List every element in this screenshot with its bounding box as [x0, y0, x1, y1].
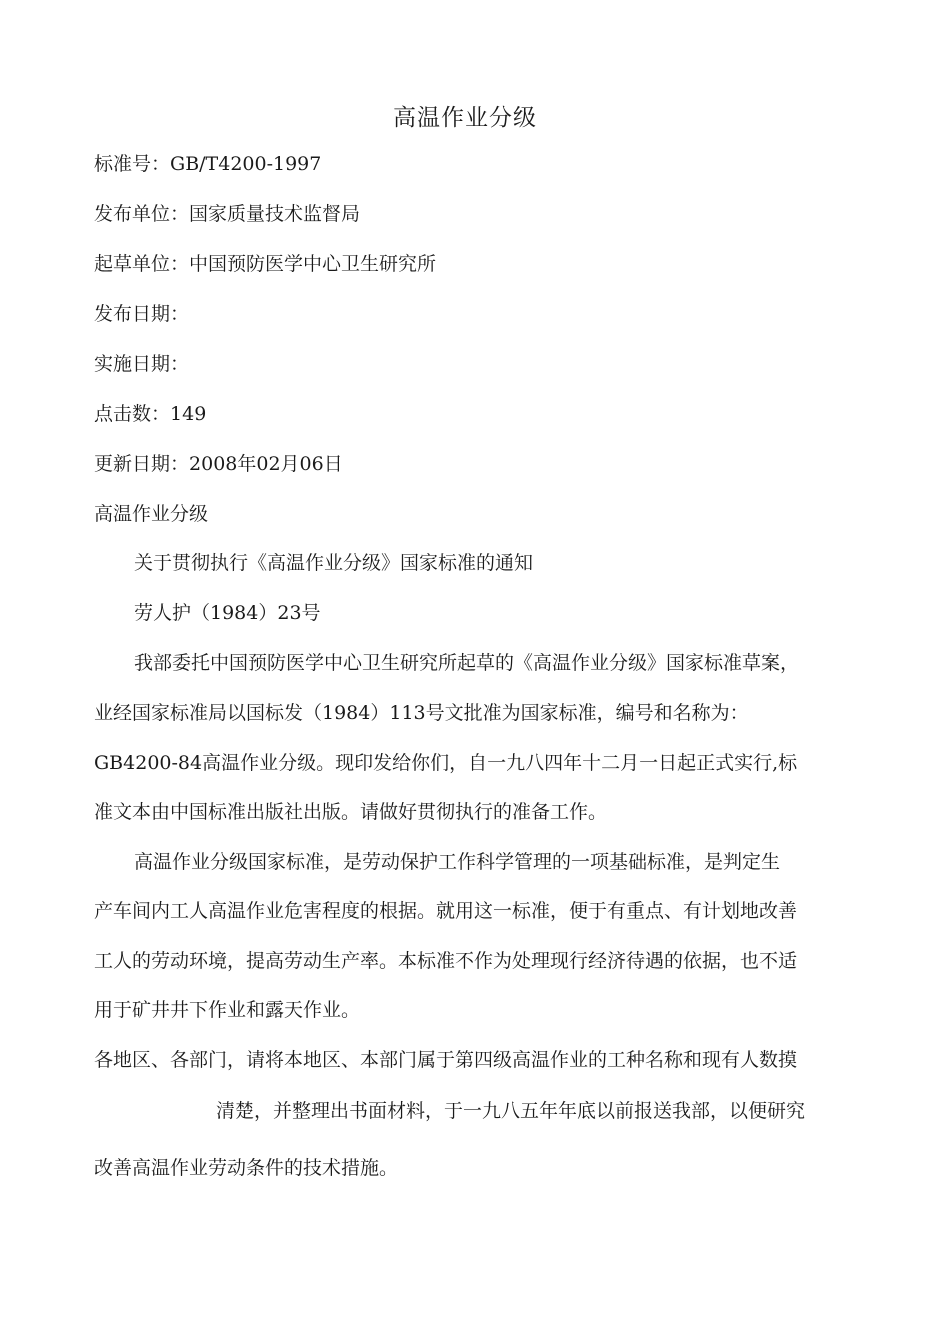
meta-publisher — [94, 200, 360, 228]
document-title: 高温作业分级 — [393, 105, 537, 131]
notice-title: 关于贯彻执行《高温作业分级》国家标准的通知 — [134, 552, 534, 574]
meta-label: 实施日期： — [94, 353, 190, 375]
paragraph-line: 我部委托中国预防医学中心卫生研究所起草的《高温作业分级》国家标准草案， — [134, 652, 800, 674]
meta-value: GB/T4200-1997 — [170, 153, 322, 175]
meta-drafter — [94, 250, 436, 278]
meta-click-count — [94, 400, 206, 428]
meta-publish-date — [94, 300, 189, 328]
notice-number: 劳人护（1984）23号 — [134, 602, 321, 624]
section-heading: 高温作业分级 — [94, 503, 209, 525]
paragraph-line: 工人的劳动环境，提高劳动生产率。本标准不作为处理现行经济待遇的依据，也不适 — [94, 950, 798, 972]
meta-value: 国家质量技术监督局 — [189, 203, 361, 225]
paragraph-line: GB4200-84高温作业分级。现印发给你们，自一九八四年十二月一日起正式实行,标 — [94, 752, 798, 774]
meta-label: 更新日期： — [94, 453, 190, 475]
meta-label: 点击数： — [94, 403, 171, 425]
paragraph-line: 清楚，并整理出书面材料，于一九八五年年底以前报送我部，以便研究 — [216, 1100, 806, 1122]
paragraph-line: 高温作业分级国家标准，是劳动保护工作科学管理的一项基础标准，是判定生 — [134, 851, 781, 873]
paragraph-line: 用于矿井井下作业和露天作业。 — [94, 999, 361, 1021]
meta-label: 发布日期： — [94, 303, 190, 325]
meta-update-date — [94, 450, 343, 478]
paragraph-line: 改善高温作业劳动条件的技术措施。 — [94, 1157, 399, 1179]
paragraph-line: 各地区、各部门，请将本地区、本部门属于第四级高温作业的工种名称和现有人数摸 — [94, 1049, 798, 1071]
meta-value: 2008年02月06日 — [189, 453, 343, 475]
meta-label: 标准号： — [94, 153, 171, 175]
paragraph-line: 准文本由中国标准出版社出版。请做好贯彻执行的准备工作。 — [94, 801, 608, 823]
meta-label: 起草单位： — [94, 253, 190, 275]
meta-standard-number — [94, 150, 321, 178]
meta-value: 149 — [170, 403, 207, 425]
paragraph-line: 产车间内工人高温作业危害程度的根据。就用这一标准，便于有重点、有计划地改善 — [94, 900, 798, 922]
meta-effective-date — [94, 350, 189, 378]
meta-value: 中国预防医学中心卫生研究所 — [189, 253, 437, 275]
meta-label: 发布单位： — [94, 203, 190, 225]
paragraph-line: 业经国家标准局以国标发（1984）113号文批准为国家标准，编号和名称为： — [94, 702, 749, 724]
